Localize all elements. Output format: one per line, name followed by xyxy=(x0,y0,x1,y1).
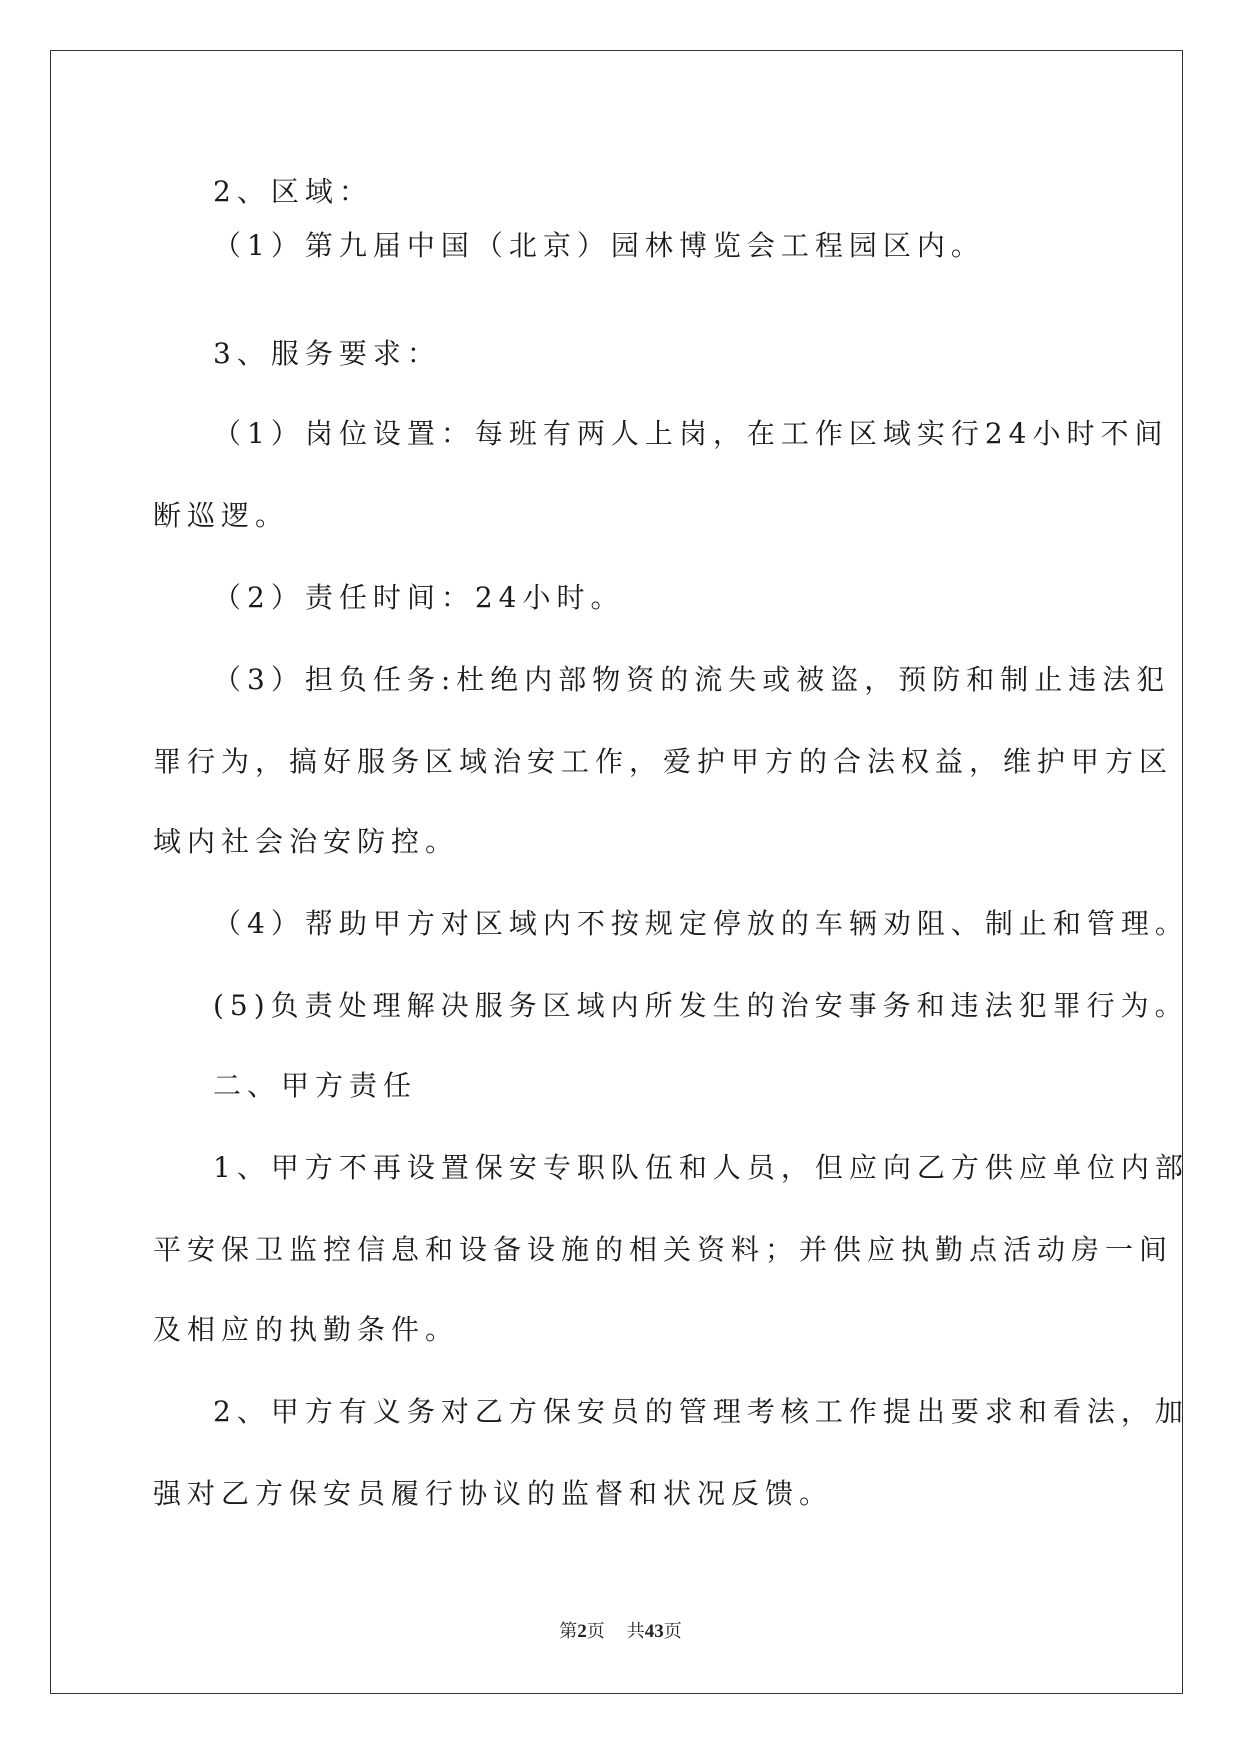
section-heading-party-a: 二、甲方责任 xyxy=(213,1069,418,1102)
paragraph-line: （1）岗位设置：每班有两人上岗，在工作区域实行24小时不间 xyxy=(213,417,1169,450)
paragraph-line: 平安保卫监控信息和设备设施的相关资料；并供应执勤点活动房一间 xyxy=(153,1233,1174,1266)
page-footer xyxy=(0,1619,1241,1644)
total-pages-prefix: 共 xyxy=(626,1621,645,1641)
section-heading-area: 2、区域： xyxy=(213,175,373,208)
paragraph-line: （3）担负任务:杜绝内部物资的流失或被盗，预防和制止违法犯 xyxy=(213,663,1171,696)
paragraph-line: （2）责任时间：24小时。 xyxy=(213,581,625,614)
total-pages-suffix: 页 xyxy=(663,1621,682,1641)
paragraph-line: 域内社会治安防控。 xyxy=(153,825,460,858)
paragraph-line: （4）帮助甲方对区域内不按规定停放的车辆劝阻、制止和管理。 xyxy=(213,907,1189,940)
page-number-suffix: 页 xyxy=(586,1621,605,1641)
section-heading-service: 3、服务要求： xyxy=(213,337,441,370)
paragraph-line: 1、甲方不再设置保安专职队伍和人员，但应向乙方供应单位内部 xyxy=(213,1151,1189,1184)
paragraph-line: 强对乙方保安员履行协议的监督和状况反馈。 xyxy=(153,1477,834,1510)
page-number: 2 xyxy=(577,1621,587,1642)
page-border xyxy=(50,50,1183,1694)
paragraph-line: (5)负责处理解决服务区域内所发生的治安事务和违法犯罪行为。 xyxy=(213,989,1189,1022)
paragraph-line: （1）第九届中国（北京）园林博览会工程园区内。 xyxy=(213,229,985,262)
paragraph-line: 及相应的执勤条件。 xyxy=(153,1313,460,1346)
paragraph-line: 断巡逻。 xyxy=(153,499,290,532)
page-number-prefix: 第 xyxy=(559,1621,578,1641)
paragraph-line: 2、甲方有义务对乙方保安员的管理考核工作提出要求和看法，加 xyxy=(213,1395,1189,1428)
total-pages: 43 xyxy=(644,1621,664,1642)
paragraph-line: 罪行为，搞好服务区域治安工作，爱护甲方的合法权益，维护甲方区 xyxy=(153,745,1174,778)
